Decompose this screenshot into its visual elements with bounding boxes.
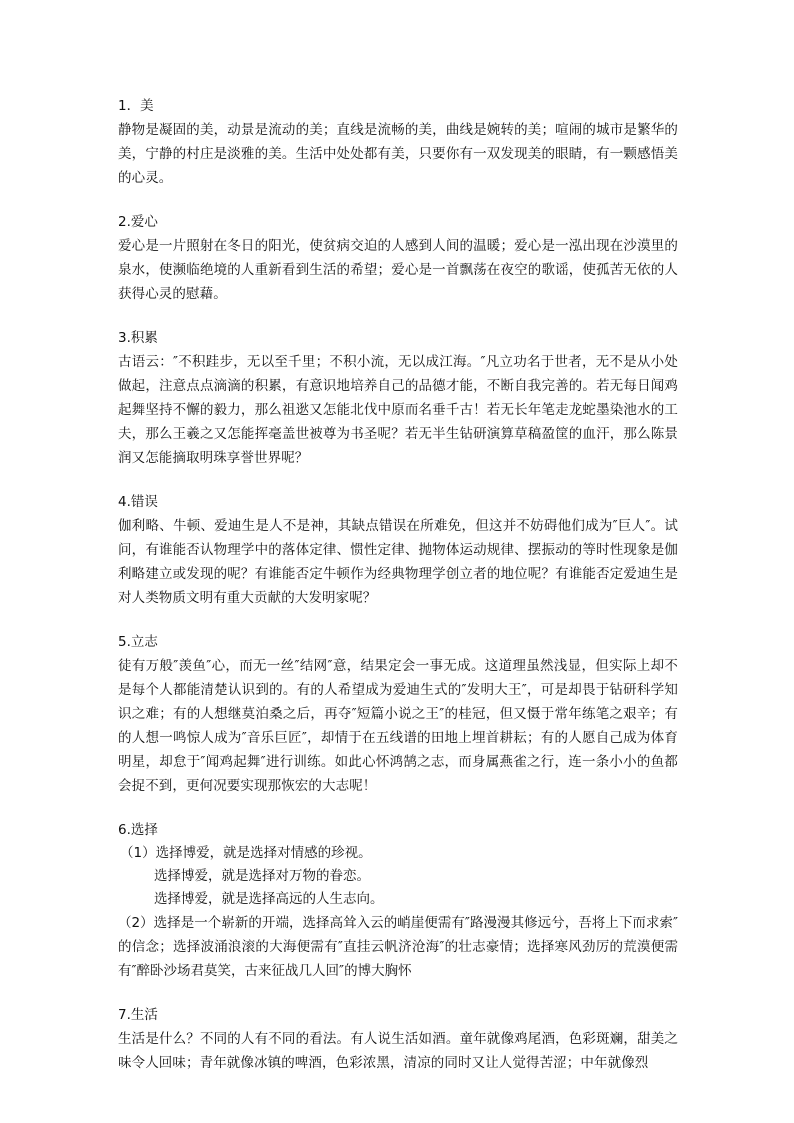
section-paragraph: 生活是什么？不同的人有不同的看法。有人说生活如酒。童年就像鸡尾酒，色彩斑斓，甜美之味令人回味；青年就像冰镇的啤酒，色彩浓黑，清凉的同时又让人觉得苦涩；中年就像烈 (118, 1031, 678, 1071)
section-ambition (118, 630, 678, 798)
document-page (118, 94, 678, 1095)
section-title: 3.积累 (118, 330, 158, 346)
section-life (118, 1003, 678, 1075)
section-mistakes (118, 490, 678, 610)
section-title: 6.选择 (118, 822, 158, 838)
section-title: 5.立志 (118, 634, 158, 650)
section-accumulation (118, 326, 678, 470)
section-choice (118, 818, 678, 983)
choice-line-2: 选择博爱，就是选择对万物的眷恋。 (154, 868, 370, 884)
section-beauty (118, 94, 678, 190)
choice-line-1: （1）选择博爱，就是选择对情感的珍视。 (120, 845, 372, 861)
section-title: 7.生活 (118, 1007, 158, 1023)
section-paragraph: 徒有万般″羡鱼″心，而无一丝″结网″意，结果定会一事无成。这道理虽然浅显，但实际上却不是每个人都能清楚认识到的。有的人希望成为爱迪生式的″发明大王″，可是却畏于钻研科学知识之难；有的人想继莫泊桑之后，再夺″短篇小说之王″的桂冠，但又慑于常年练笔之艰辛；有的人想一鸣惊人成为″音乐巨匠″，却情于在五线谱的田地上埋首耕耘；有的人愿自己成为体育明星，却怠于″闻鸡起舞″进行训练。如此心怀鸿鹄之志，而身属燕雀之行，连一条小小的鱼都会捉不到，更何况要实现那恢宏的大志呢！ (118, 658, 678, 794)
section-paragraph: 伽利略、牛顿、爱迪生是人不是神，其缺点错误在所难免，但这并不妨碍他们成为″巨人″。试问，有谁能否认物理学中的落体定律、惯性定律、抛物体运动规律、摆振动的等时性现象是伽利略建立或发现的呢？有谁能否定牛顿作为经典物理学创立者的地位呢？有谁能否定爱迪生是对人类物质文明有重大贡献的大发明家呢？ (118, 518, 678, 606)
section-paragraph: 古语云：″不积跬步，无以至千里；不积小流，无以成江海。″凡立功名于世者，无不是从小处做起，注意点点滴滴的积累，有意识地培养自己的品德才能，不断自我完善的。若无每日闻鸡起舞坚持不懈的毅力，那么祖逖又怎能北伐中原而名垂千古！若无长年笔走龙蛇墨染池水的工夫，那么王羲之又怎能挥毫盖世被尊为书圣呢？若无半生钻研演算草稿盈筐的血汗，那么陈景润又怎能摘取明珠享誉世界呢？ (118, 354, 678, 466)
section-title: 1．美 (118, 98, 154, 114)
choice-paragraph-2: （2）选择是一个崭新的开端，选择高耸入云的峭崖便需有″路漫漫其修远兮，吾将上下而求索″的信念；选择波涌浪滚的大海便需有″直挂云帆济沧海″的壮志豪情；选择寒风劲厉的荒漠便需有″醉卧沙场君莫笑，古来征战几人回″的博大胸怀 (118, 915, 678, 979)
section-title: 2.爱心 (118, 214, 158, 230)
section-paragraph: 爱心是一片照射在冬日的阳光，使贫病交迫的人感到人间的温暖；爱心是一泓出现在沙漠里的泉水，使濒临绝境的人重新看到生活的希望；爱心是一首飘荡在夜空的歌谣，使孤苦无依的人获得心灵的慰藉。 (118, 238, 678, 302)
section-love (118, 210, 678, 306)
section-paragraph: 静物是凝固的美，动景是流动的美；直线是流畅的美，曲线是婉转的美；喧闹的城市是繁华的美，宁静的村庄是淡雅的美。生活中处处都有美，只要你有一双发现美的眼睛，有一颗感悟美的心灵。 (118, 122, 678, 186)
section-title: 4.错误 (118, 494, 158, 510)
choice-line-3: 选择博爱，就是选择高远的人生志向。 (154, 891, 384, 907)
